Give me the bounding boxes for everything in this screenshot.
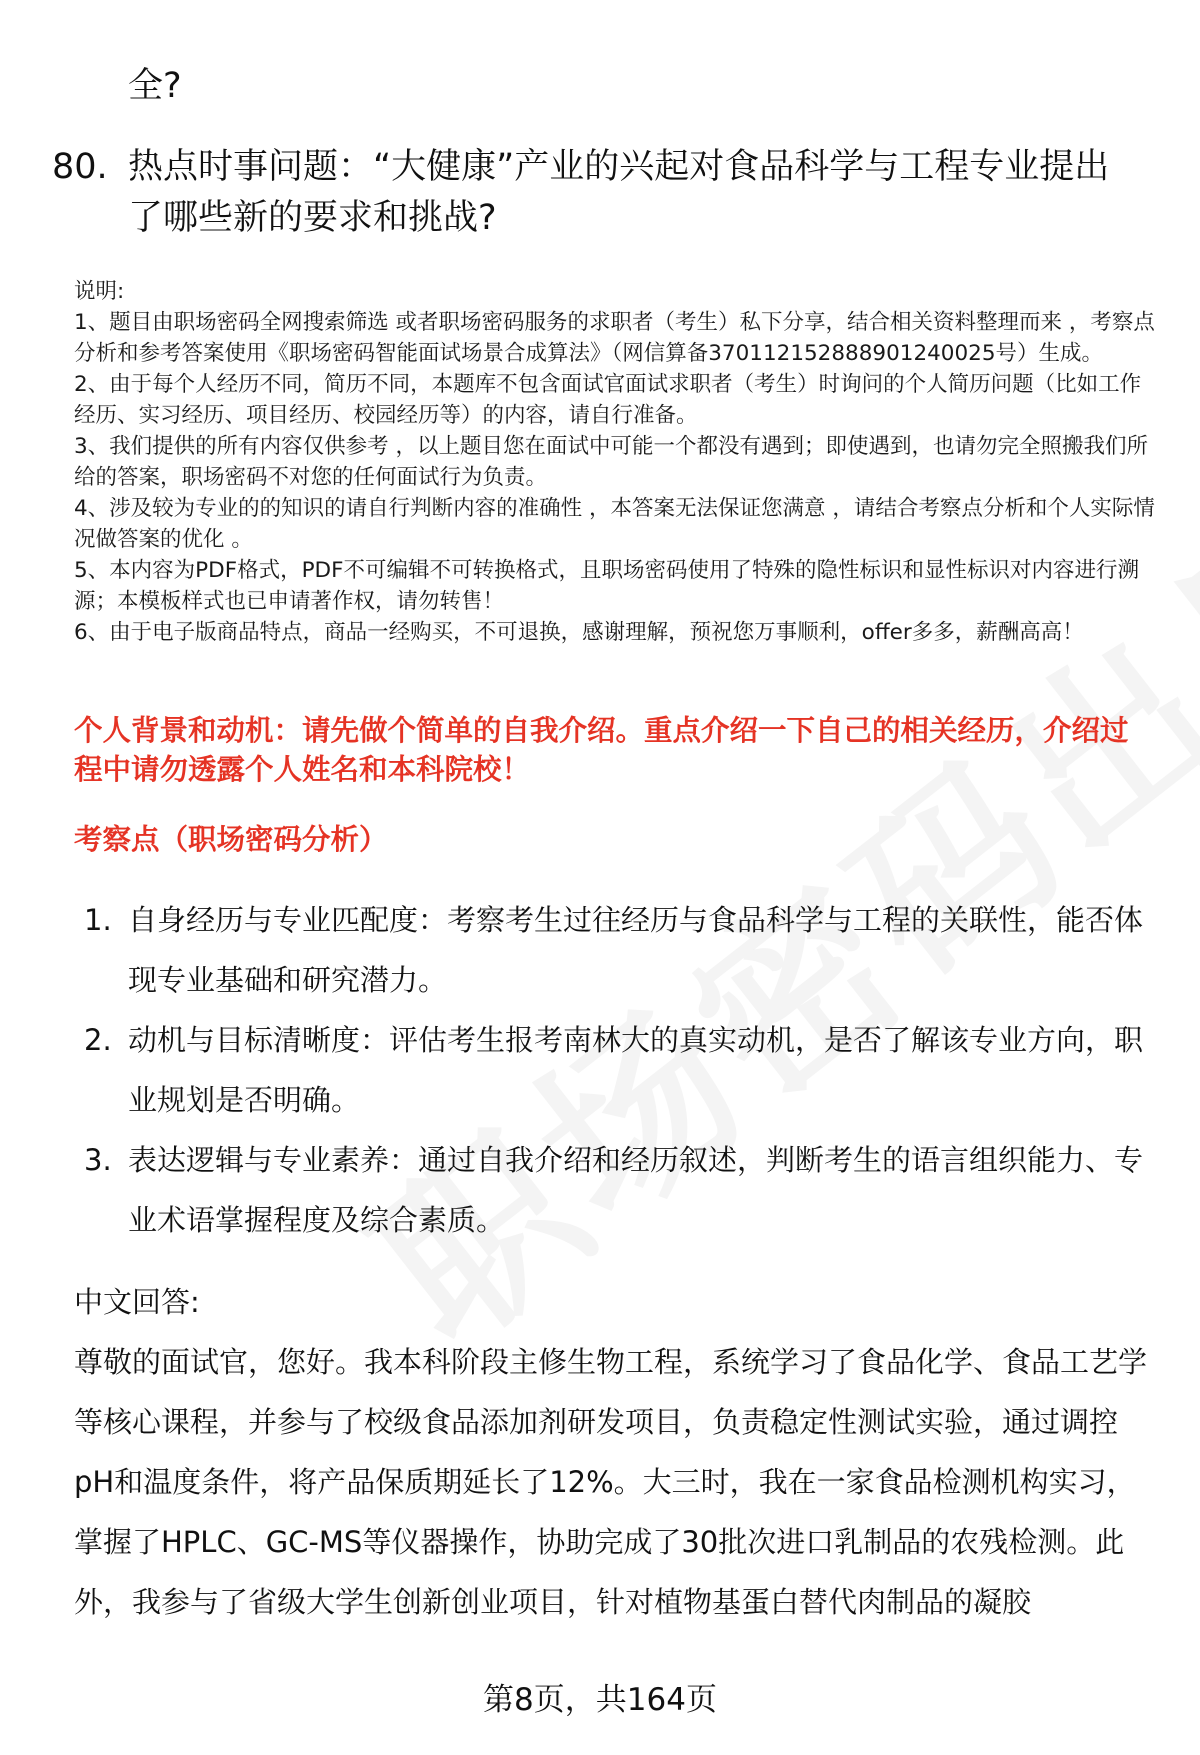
answer-section bbox=[74, 1272, 1156, 1632]
note-item: 2、由于每个人经历不同，简历不同，本题库不包含面试官面试求职者（考生）时询问的个人简历问题（比如工作经历、实习经历、项目经历、校园经历等）的内容，请自行准备。 bbox=[74, 372, 1142, 428]
question-number: 80. bbox=[52, 147, 108, 187]
question-fragment: 全? bbox=[128, 66, 182, 106]
point-number: 1. bbox=[84, 903, 112, 937]
analysis-point bbox=[84, 890, 1156, 1010]
point-text: 表达逻辑与专业素养：通过自我介绍和经历叙述，判断考生的语言组织能力、专业术语掌握程度及综合素质。 bbox=[128, 1143, 1144, 1237]
point-number: 2. bbox=[84, 1023, 112, 1057]
point-text: 自身经历与专业匹配度：考察考生过往经历与食品科学与工程的关联性，能否体现专业基础和研究潜力。 bbox=[128, 903, 1144, 997]
analysis-points bbox=[84, 890, 1156, 1250]
analysis-point bbox=[84, 1130, 1156, 1250]
notes-title: 说明: bbox=[74, 279, 125, 304]
page-footer: 第8页，共164页 bbox=[483, 1682, 717, 1718]
question-text: 热点时事问题：“大健康”产业的兴起对食品科学与工程专业提出了哪些新的要求和挑战? bbox=[128, 147, 1110, 238]
point-text: 动机与目标清晰度：评估考生报考南林大的真实动机，是否了解该专业方向，职业规划是否明确。 bbox=[128, 1023, 1144, 1117]
notes-section bbox=[74, 276, 1156, 648]
note-item: 4、涉及较为专业的的知识的请自行判断内容的准确性 ，本答案无法保证您满意 ，请结合考察点分析和个人实际情况做答案的优化 。 bbox=[74, 496, 1155, 552]
answer-text: 尊敬的面试官，您好。我本科阶段主修生物工程，系统学习了食品化学、食品工艺学等核心课程，并参与了校级食品添加剂研发项目，负责稳定性测试实验，通过调控pH和温度条件，将产品保质期延长了12%。大三时，我在一家食品检测机构实习，掌握了HPLC、GC-MS等仪器操作，协助完成了30批次进口乳制品的农残检测。此外，我参与了省级大学生创新创业项目，针对植物基蛋白替代肉制品的凝胶 bbox=[74, 1345, 1148, 1619]
analysis-point bbox=[84, 1010, 1156, 1130]
analysis-heading: 考察点（职场密码分析） bbox=[74, 823, 388, 856]
note-item: 5、本内容为PDF格式，PDF不可编辑不可转换格式，且职场密码使用了特殊的隐性标识和显性标识对内容进行溯源；本模板样式也已申请著作权，请勿转售！ bbox=[74, 558, 1139, 614]
note-item: 1、题目由职场密码全网搜索筛选 或者职场密码服务的求职者（考生）私下分享，结合相关资料整理而来 ，考察点分析和参考答案使用《职场密码智能面试场景合成算法》（网信算备370112152888901240025号）生成。 bbox=[74, 310, 1155, 366]
point-number: 3. bbox=[84, 1143, 112, 1177]
interview-question-block bbox=[74, 711, 1156, 859]
section-heading: 个人背景和动机：请先做个简单的自我介绍。重点介绍一下自己的相关经历，介绍过程中请勿透露个人姓名和本科院校！ bbox=[74, 714, 1129, 786]
answer-label: 中文回答: bbox=[74, 1285, 200, 1319]
note-item: 3、我们提供的所有内容仅供参考 ，以上题目您在面试中可能一个都没有遇到；即使遇到，也请勿完全照搬我们所给的答案，职场密码不对您的任何面试行为负责。 bbox=[74, 434, 1149, 490]
note-item: 6、由于电子版商品特点，商品一经购买，不可退换，感谢理解，预祝您万事顺利，offer多多，薪酬高高！ bbox=[74, 620, 1084, 645]
question-80 bbox=[52, 142, 1152, 244]
